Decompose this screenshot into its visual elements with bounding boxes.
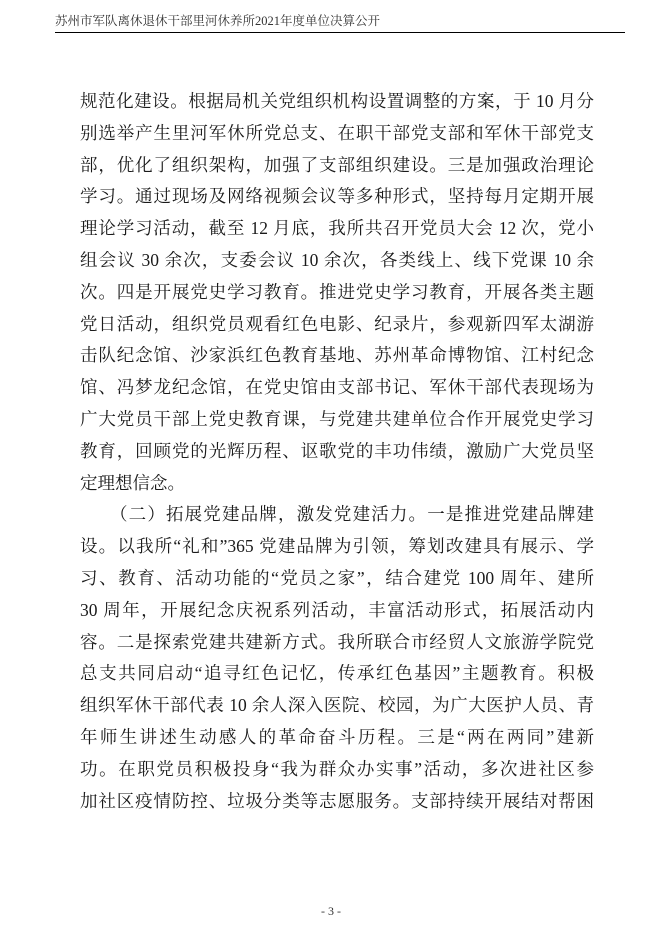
text-line: 部，优化了组织架构，加强了支部组织建设。三是加强政治理论 bbox=[80, 154, 594, 175]
page-number: - 3 - bbox=[321, 904, 341, 918]
text-line: 容。二是探索党建共建新方式。我所联合市经贸人文旅游学院党 bbox=[80, 631, 594, 652]
text-line: 定理想信念。 bbox=[80, 472, 185, 493]
paragraph bbox=[80, 499, 594, 817]
document-body bbox=[80, 86, 594, 817]
text-line: 理论学习活动，截至 12 月底，我所共召开党员大会 12 次，党小 bbox=[80, 218, 594, 239]
header-divider bbox=[55, 32, 625, 33]
running-header: 苏州市军队离休退休干部里河休养所2021年度单位决算公开 bbox=[55, 14, 381, 28]
text-line: 教育，回顾党的光辉历程、讴歌党的丰功伟绩，激励广大党员坚 bbox=[80, 440, 594, 461]
text-line: 加社区疫情防控、垃圾分类等志愿服务。支部持续开展结对帮困 bbox=[80, 790, 594, 811]
text-line: 习、教育、活动功能的“党员之家”，结合建党 100 周年、建所 bbox=[80, 567, 594, 588]
text-line: 学习。通过现场及网络视频会议等多种形式，坚持每月定期开展 bbox=[80, 186, 594, 207]
text-line: 馆、冯梦龙纪念馆，在党史馆由支部书记、军休干部代表现场为 bbox=[80, 377, 594, 398]
text-line: 组会议 30 余次，支委会议 10 余次，各类线上、线下党课 10 余 bbox=[80, 249, 594, 270]
text-line: 功。在职党员积极投身“我为群众办实事”活动，多次进社区参 bbox=[80, 758, 594, 779]
text-line: 别选举产生里河军休所党总支、在职干部党支部和军休干部党支 bbox=[80, 122, 594, 143]
text-line: 设。以我所“礼和”365 党建品牌为引领，筹划改建具有展示、学 bbox=[80, 536, 594, 557]
text-line: 规范化建设。根据局机关党组织机构设置调整的方案，于 10 月分 bbox=[80, 91, 594, 111]
text-line: 击队纪念馆、沙家浜红色教育基地、苏州革命博物馆、江村纪念 bbox=[80, 345, 594, 366]
text-line: 次。四是开展党史学习教育。推进党史学习教育，开展各类主题 bbox=[80, 281, 594, 302]
text-line: 党日活动，组织党员观看红色电影、纪录片，参观新四军太湖游 bbox=[80, 313, 594, 334]
text-line: （二）拓展党建品牌，激发党建活力。一是推进党建品牌建 bbox=[110, 504, 594, 525]
text-line: 年师生讲述生动感人的革命奋斗历程。三是“两在两同”建新 bbox=[80, 726, 594, 747]
text-line: 总支共同启动“追寻红色记忆，传承红色基因”主题教育。积极 bbox=[80, 663, 594, 684]
paragraph bbox=[80, 86, 594, 499]
text-line: 组织军休干部代表 10 余人深入医院、校园，为广大医护人员、青 bbox=[80, 695, 594, 716]
text-line: 广大党员干部上党史教育课，与党建共建单位合作开展党史学习 bbox=[80, 408, 594, 429]
text-line: 30 周年，开展纪念庆祝系列活动，丰富活动形式，拓展活动内 bbox=[80, 599, 594, 620]
